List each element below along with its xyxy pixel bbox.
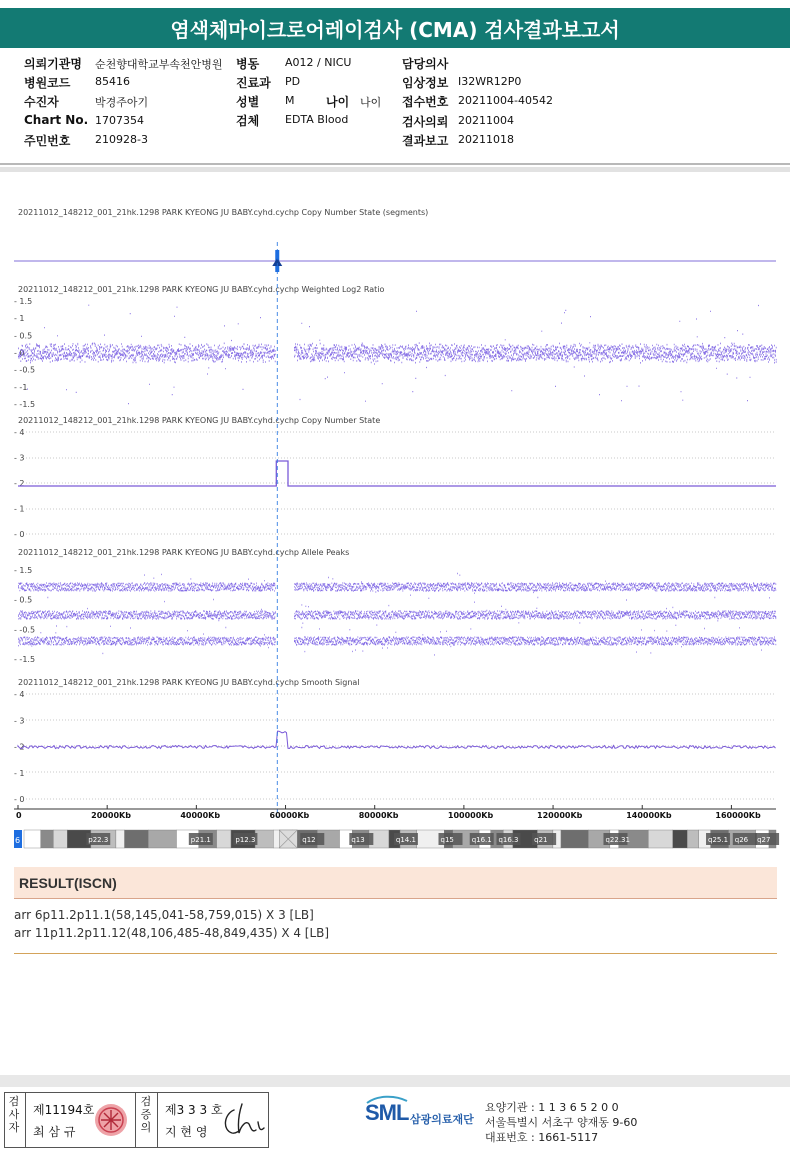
resident-no-label: 주민번호 — [24, 134, 71, 148]
copy-number-tick-label: - 0 — [14, 530, 25, 539]
company-address: 서울특별시 서초구 양재동 9-60 — [485, 1116, 638, 1129]
ideogram-band — [255, 830, 273, 848]
copy-number-tick-label: - 1 — [14, 504, 25, 514]
result-line-2: arr 11p11.2p11.12(48,106,485-48,849,435) X 4 [LB] — [14, 926, 330, 940]
panel5-header: 20211012_148212_001_21hk.1298 PARK KYEONG JU BABY.cyhd.cychp Smooth Signal — [18, 678, 360, 687]
logo-swoosh-icon — [365, 1095, 409, 1105]
band-label: q27 — [757, 836, 771, 844]
specimen-value: EDTA Blood — [285, 113, 349, 126]
allele-peak-tick-label: - 1.5 — [14, 566, 33, 575]
panel3-header: 20211012_148212_001_21hk.1298 PARK KYEONG JU BABY.cyhd.cychp Copy Number State — [18, 416, 381, 425]
chart-no-value: 1707354 — [95, 114, 144, 127]
ward-value: A012 / NICU — [285, 56, 352, 69]
x-tick-label: 160000Kb — [715, 811, 761, 820]
x-tick-label: 60000Kb — [269, 811, 310, 820]
test-request-label: 검사의뢰 — [402, 115, 449, 129]
log2-tick-label: - 1.5 — [14, 297, 33, 306]
band-label: p12.3 — [235, 836, 256, 844]
copy-number-line — [18, 461, 776, 486]
ideogram-band — [53, 830, 67, 848]
log2-tick-label: - 0 — [14, 348, 25, 358]
x-tick-label: 140000Kb — [626, 811, 672, 820]
dept-label: 진료과 — [236, 76, 271, 90]
clinical-info-value: I32WR12P0 — [458, 75, 522, 88]
band-label: q16.3 — [498, 836, 519, 844]
band-label: q22.31 — [605, 836, 630, 844]
band-label: q21 — [534, 836, 548, 844]
panel2-header: 20211012_148212_001_21hk.1298 PARK KYEONG JU BABY.cyhd.cychp Weighted Log2 Ratio — [18, 285, 385, 294]
ward-label: 병동 — [236, 57, 260, 71]
panel1-header: 20211012_148212_001_21hk.1298 PARK KYEONG JU BABY.cyhd.cychp Copy Number State (segments) — [18, 208, 429, 217]
result-header: RESULT(ISCN) — [14, 867, 777, 899]
handwritten-signature — [220, 1100, 268, 1140]
band-label: p22.3 — [88, 836, 109, 844]
smooth-signal-tick-label: - 0 — [14, 795, 25, 804]
inspector-license: 제11194호 — [33, 1103, 95, 1117]
x-tick-label: 80000Kb — [358, 811, 399, 820]
panel4-header: 20211012_148212_001_21hk.1298 PARK KYEONG JU BABY.cyhd.cychp Allele Peaks — [18, 548, 350, 557]
x-tick-label: 120000Kb — [537, 811, 583, 820]
x-tick-label: 100000Kb — [447, 811, 494, 820]
chromosome-ideogram — [14, 830, 779, 848]
inspector-role-label: 검 사 자 — [8, 1095, 20, 1134]
allele-peak-tick-label: - -0.5 — [14, 625, 36, 635]
x-tick-label: 0 — [16, 811, 22, 820]
smooth-signal-tick-label: - 2 — [14, 742, 25, 752]
allele-peak-tick-label: - 0.5 — [14, 595, 33, 605]
band-label: q25.1 — [708, 836, 729, 844]
ideogram-band — [41, 830, 54, 848]
sex-label: 성별 — [236, 95, 260, 109]
band-label: q16.1 — [471, 836, 492, 844]
specimen-label: 검체 — [236, 114, 260, 128]
doctor-label: 담당의사 — [402, 57, 449, 71]
institution-code: 요양기관 : 1 1 3 6 5 2 0 0 — [485, 1101, 619, 1114]
chart-no-label: Chart No. — [24, 113, 89, 127]
log2-tick-label: - 1 — [14, 314, 25, 324]
signature-box — [4, 1092, 269, 1148]
confirm-license: 제3 3 3 호 — [165, 1103, 223, 1117]
patient-label: 수진자 — [24, 95, 59, 109]
ideogram-band — [687, 830, 698, 848]
report-date-value: 20211018 — [458, 133, 514, 146]
ideogram-band — [116, 830, 125, 848]
copy-number-tick-label: - 2 — [14, 479, 25, 488]
copy-number-tick-label: - 4 — [14, 428, 25, 437]
hospital-code-value: 85416 — [95, 75, 130, 88]
report-date-label: 결과보고 — [402, 134, 449, 148]
ideogram-band — [648, 830, 672, 848]
x-tick-label: 20000Kb — [91, 811, 131, 820]
ideogram-band — [148, 830, 176, 848]
log2-tick-label: - 0.5 — [14, 331, 33, 341]
requesting-org-label: 의뢰기관명 — [24, 57, 82, 71]
inspector-name: 최 삼 규 — [33, 1125, 76, 1139]
log2-ratio-points — [18, 343, 777, 363]
confirm-name: 지 현 영 — [165, 1125, 208, 1139]
band-label: q12 — [302, 836, 316, 844]
log2-tick-label: - -1.5 — [14, 400, 36, 409]
age-label: 나이 — [326, 95, 350, 109]
chromosome-number: 6 — [15, 836, 21, 845]
resident-no-value: 210928-3 — [95, 133, 148, 146]
patient-info-section — [0, 50, 790, 165]
result-line-1: arr 6p11.2p11.1(58,145,041-58,759,015) X 3 [LB] — [14, 908, 314, 922]
company-info — [365, 1095, 785, 1150]
test-request-value: 20211004 — [458, 114, 514, 127]
receipt-no-label: 접수번호 — [402, 95, 449, 109]
band-label: p21.1 — [190, 836, 211, 844]
log2-tick-label: - -0.5 — [14, 365, 36, 375]
ideogram-band — [24, 830, 41, 848]
patient-value: 박경주아기 — [95, 96, 149, 109]
hospital-code-label: 병원코드 — [24, 76, 71, 90]
requesting-org-value: 순천향대학교부속천안병원 — [95, 58, 223, 71]
log2-tick-label: - -1 — [14, 382, 28, 392]
smooth-signal-tick-label: - 1 — [14, 768, 25, 778]
ideogram-band — [125, 830, 149, 848]
allele-peak-points — [18, 574, 776, 655]
footer-bar — [0, 1075, 790, 1087]
receipt-no-value: 20211004-40542 — [458, 94, 553, 107]
result-divider — [14, 953, 777, 954]
smooth-signal-tick-label: - 3 — [14, 716, 25, 726]
report-title: 염색체마이크로어레이검사 (CMA) 검사결과보고서 — [0, 8, 790, 48]
x-tick-label: 40000Kb — [180, 811, 221, 820]
dept-value: PD — [285, 75, 301, 88]
ideogram-band — [673, 830, 687, 848]
band-label: q26 — [734, 836, 749, 844]
allele-peak-tick-label: - -1.5 — [14, 655, 36, 664]
band-label: q15 — [440, 836, 454, 844]
clinical-info-label: 임상정보 — [402, 76, 449, 90]
company-logo: SML — [365, 1100, 409, 1125]
age-value: 나이 — [360, 96, 382, 109]
smooth-signal-tick-label: - 4 — [14, 690, 25, 699]
band-label: q13 — [351, 836, 365, 844]
band-label: q14.1 — [395, 836, 416, 844]
cma-chart — [0, 172, 790, 862]
sex-value: M — [285, 94, 295, 107]
company-phone: 대표번호 : 1661-5117 — [485, 1131, 599, 1144]
confirm-role-label: 검 증 의 — [140, 1095, 152, 1134]
ideogram-band — [561, 830, 588, 848]
divider — [0, 163, 790, 165]
copy-number-tick-label: - 3 — [14, 453, 25, 463]
ideogram-band — [217, 830, 231, 848]
official-seal — [93, 1102, 129, 1138]
company-name: 삼광의료재단 — [410, 1113, 474, 1126]
